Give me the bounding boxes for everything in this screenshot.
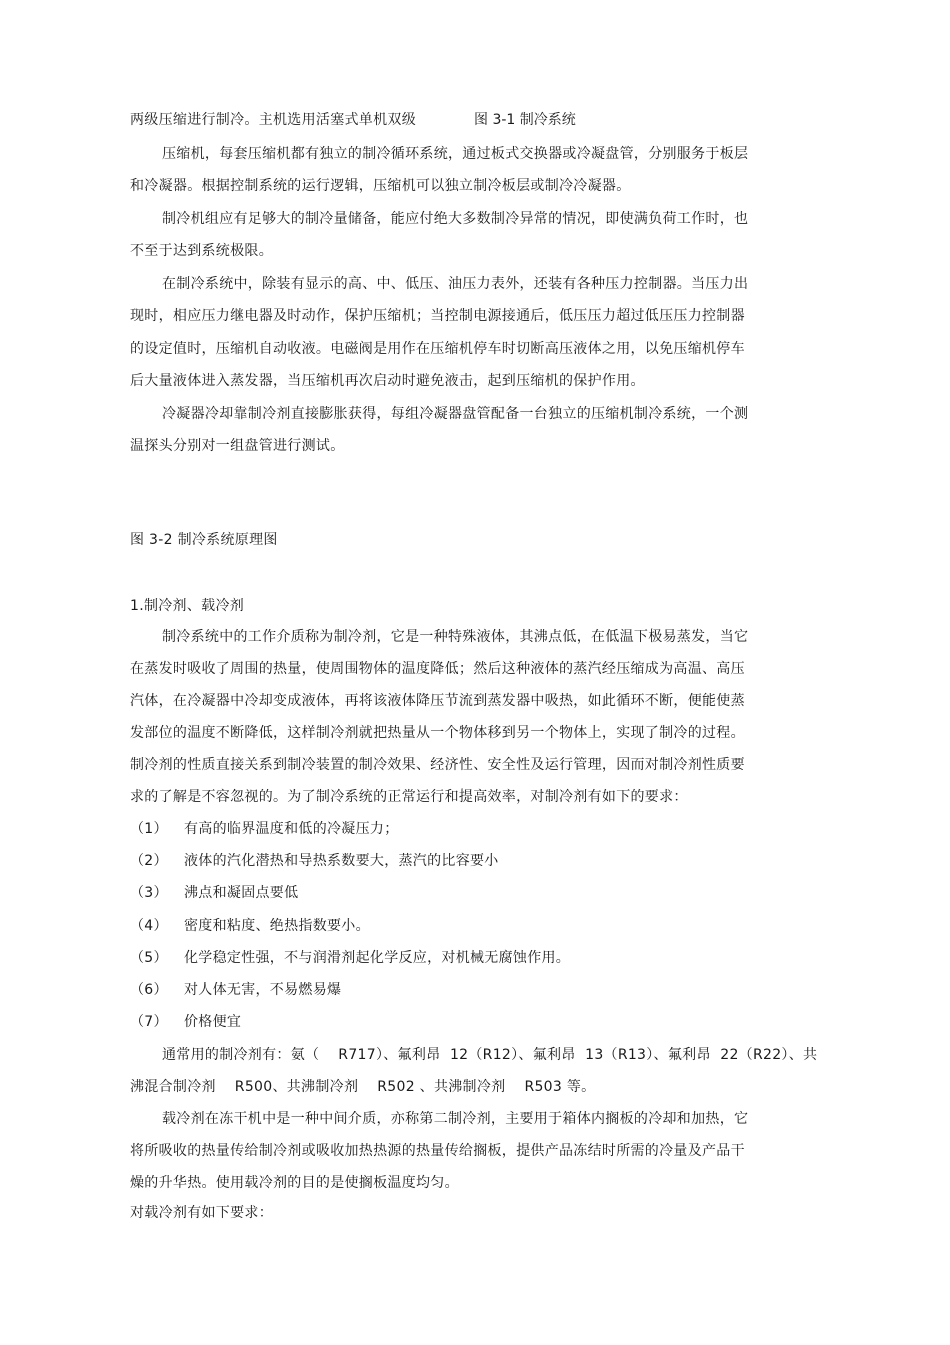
paragraph-line: 载冷剂在冻干机中是一种中间介质，亦称第二制冷剂，主要用于箱体内搁板的冷却和加热，它 [162,1111,749,1127]
paragraph-line: 通常用的制冷剂有：氨（ R717）、氟利昂 12（R12）、氟利昂 13（R13）、氟利昂 22（R22）、共 [162,1047,818,1063]
list-item-number: （1） [130,821,168,837]
list-item-number: （7） [130,1014,168,1030]
paragraph-line: 后大量液体进入蒸发器，当压缩机再次启动时避免液击，起到压缩机的保护作用。 [130,373,645,389]
list-item: 价格便宜 [184,1014,242,1030]
list-item-number: （3） [130,885,168,901]
list-item-number: （4） [130,918,168,934]
paragraph-line: 发部位的温度不断降低，这样制冷剂就把热量从一个物体移到另一个物体上，实现了制冷的过程。 [130,725,745,741]
paragraph-line: 制冷机组应有足够大的制冷量储备，能应付绝大多数制冷异常的情况，即使满负荷工作时，也 [162,211,749,227]
paragraph-line: 制冷系统中的工作介质称为制冷剂，它是一种特殊液体，其沸点低，在低温下极易蒸发，当它 [162,629,749,645]
paragraph-line: 压缩机，每套压缩机都有独立的制冷循环系统，通过板式交换器或冷凝盘管，分别服务于板层 [162,146,749,162]
list-item-number: （2） [130,853,168,869]
paragraph-line: 和冷凝器。根据控制系统的运行逻辑，压缩机可以独立制冷板层或制冷冷凝器。 [130,178,631,194]
list-item: 密度和粘度、绝热指数要小。 [184,918,370,934]
paragraph-line: 燥的升华热。使用载冷剂的目的是使搁板温度均匀。 [130,1175,459,1191]
intro-line-1: 两级压缩进行制冷。主机选用活塞式单机双级 [130,112,416,128]
list-item: 有高的临界温度和低的冷凝压力； [184,821,399,837]
paragraph-line: 沸混合制冷剂 R500、共沸制冷剂 R502 、共沸制冷剂 R503 等。 [130,1079,596,1095]
paragraph-line: 现时，相应压力继电器及时动作，保护压缩机；当控制电源接通后，低压压力超过低压压力控制器 [130,308,745,324]
paragraph-line: 的设定值时，压缩机自动收液。电磁阀是用作在压缩机停车时切断高压液体之用，以免压缩机停车 [130,341,745,357]
figure-3-2-caption: 图 3-2 制冷系统原理图 [130,532,278,548]
paragraph-line: 制冷剂的性质直接关系到制冷装置的制冷效果、经济性、安全性及运行管理，因而对制冷剂性质要 [130,757,745,773]
paragraph-line: 不至于达到系统极限。 [130,243,273,259]
section-heading: 1.制冷剂、载冷剂 [130,598,245,614]
paragraph-line: 冷凝器冷却靠制冷剂直接膨胀获得，每组冷凝器盘管配备一台独立的压缩机制冷系统，一个测 [162,406,749,422]
list-item-number: （5） [130,950,168,966]
paragraph-line: 在蒸发时吸收了周围的热量，使周围物体的温度降低；然后这种液体的蒸汽经压缩成为高温、高压 [130,661,745,677]
paragraph-line: 在制冷系统中，除装有显示的高、中、低压、油压力表外，还装有各种压力控制器。当压力出 [162,276,749,292]
list-item: 化学稳定性强，不与润滑剂起化学反应，对机械无腐蚀作用。 [184,950,571,966]
paragraph-line: 将所吸收的热量传给制冷剂或吸收加热热源的热量传给搁板，提供产品冻结时所需的冷量及产品干 [130,1143,745,1159]
list-item: 沸点和凝固点要低 [184,885,299,901]
list-item-number: （6） [130,982,168,998]
paragraph-line: 温探头分别对一组盘管进行测试。 [130,438,345,454]
paragraph-line: 汽体，在冷凝器中冷却变成液体，再将该液体降压节流到蒸发器中吸热，如此循环不断，便能使蒸 [130,693,745,709]
paragraph-line: 对载冷剂有如下要求： [130,1205,273,1221]
paragraph-line: 求的了解是不容忽视的。为了制冷系统的正常运行和提高效率，对制冷剂有如下的要求： [130,789,688,805]
list-item: 对人体无害，不易燃易爆 [184,982,342,998]
list-item: 液体的汽化潜热和导热系数要大，蒸汽的比容要小 [184,853,499,869]
figure-3-1-caption: 图 3-1 制冷系统 [474,112,576,128]
